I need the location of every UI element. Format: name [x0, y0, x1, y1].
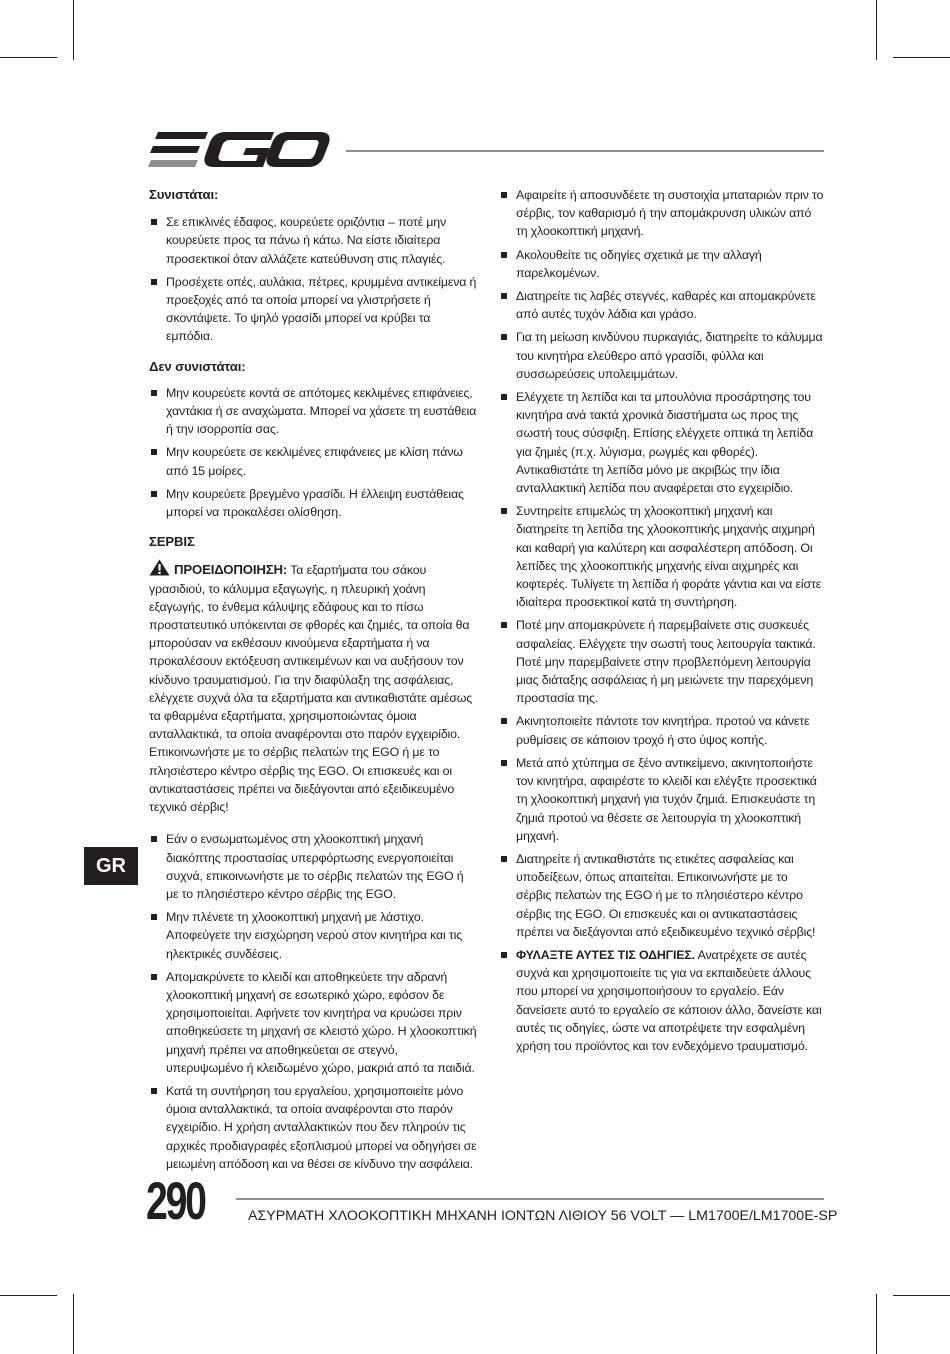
bullet-icon	[501, 394, 507, 400]
list-item	[499, 946, 825, 1055]
list-item: Ελέγχετε τη λεπίδα και τα μπουλόνια προσάρτησης του κινητήρα ανά τακτά χρονικά διαστήματα ως προς της σωστή τους σύσφιξη. Επίσης ελέγχετε οπτικά τη λεπίδα για ζημιές (π.χ. λύγισμα, ρωγμές και φθορές). Αντικαθιστάτε τη λεπίδα μόνο με ακριβώς την ίδια ανταλλακτική λεπίδα που αναφέρεται στο εγχειρίδιο.	[499, 388, 825, 497]
bullet-icon	[151, 974, 157, 980]
list-item: Ακινητοποιείτε πάντοτε τον κινητήρα. προτού να κάνετε ρυθμίσεις σε κάποιον τροχό ή στο ύψος κοπής.	[499, 712, 825, 748]
crop-mark	[876, 1294, 877, 1354]
list-item: Για τη μείωση κινδύνου πυρκαγιάς, διατηρείτε το κάλυμμα του κινητήρα ελεύθερο από γρασίδι, φύλλα και συσσωρεύσεις υπολειμμάτων.	[499, 328, 825, 383]
bullet-icon	[501, 192, 507, 198]
footer-title: ΑΣΥΡΜΑΤΗ ΧΛΟΟΚΟΠΤΙΚΗ ΜΗΧΑΝΗ ΙΟΝΤΩΝ ΛΙΘΙΟΥ 56 VOLT — LM1700E/LM1700E-SP	[248, 1208, 838, 1224]
crop-mark	[876, 0, 877, 60]
crop-mark	[893, 1295, 950, 1296]
recommended-heading: Συνιστάται:	[149, 187, 219, 202]
list-item: Ποτέ μην απομακρύνετε ή παρεμβαίνετε στις συσκευές ασφαλείας. Ελέγχετε την σωστή τους λειτουργία τακτικά. Ποτέ μην παρεμβαίνετε στην προβλεπόμενη λειτουργία μιας διάταξης ασφάλειας ή μη μειώνετε την παρεχόμενη προστασία της.	[499, 616, 825, 707]
bullet-icon	[501, 952, 507, 958]
list-item: Κατά τη συντήρηση του εργαλείου, χρησιμοποιείτε μόνο όμοια ανταλλακτικά, τα οποία αναφέρονται στο παρόν εγχειρίδιο. Η χρήση ανταλλακτικών που δεν πληρούν τις αρχικές προδιαγραφές εξοπλισμού μπορεί να οδηγήσει σε μειωμένη απόδοση και να θέσει σε κίνδυνο την ασφάλεια.	[149, 1082, 477, 1173]
recommended-list	[149, 213, 477, 345]
not-recommended-list	[149, 384, 477, 521]
save-instructions-lead: ΦΥΛΑΞΤΕ ΑΥΤΕΣ ΤΙΣ ΟΔΗΓΙΕΣ.	[516, 947, 695, 962]
bullet-icon	[151, 836, 157, 842]
header-rule	[346, 150, 824, 152]
crop-mark	[893, 57, 950, 58]
save-instructions-text: Ανατρέχετε σε αυτές συχνά και χρησιμοποιείτε τις για να εκπαιδεύετε άλλους που μπορεί να χρησιμοποιήσουν το εργαλείο. Εάν δανείσετε αυτό το εργαλείο σε κάποιον άλλο, δανείστε και αυτές τις οδηγίες, ώστε να αποτρέψετε την εσφαλμένη χρήση του προϊόντος και τον ενδεχόμενο τραυματισμό.	[516, 947, 822, 1053]
left-column	[149, 186, 477, 1185]
bullet-icon	[501, 252, 507, 258]
list-item: Μην πλένετε τη χλοοκοπτική μηχανή με λάστιχο. Αποφεύγετε την εισχώρηση νερού στον κινητήρα και τις ηλεκτρικές συνδέσεις.	[149, 908, 477, 963]
page-number: 290	[146, 1172, 205, 1231]
warning-paragraph	[149, 559, 477, 816]
bullet-icon	[501, 622, 507, 628]
maintenance-list	[499, 186, 825, 1055]
right-column	[499, 186, 825, 1067]
bullet-icon	[151, 219, 157, 225]
list-item: Διατηρείτε τις λαβές στεγνές, καθαρές και απομακρύνετε από αυτές τυχόν λάδια και γράσο.	[499, 287, 825, 323]
not-recommended-heading: Δεν συνιστάται:	[149, 358, 246, 374]
list-item: Ακολουθείτε τις οδηγίες σχετικά με την αλλαγή παρελκομένων.	[499, 246, 825, 282]
list-item: Απομακρύνετε το κλειδί και αποθηκεύετε την αδρανή χλοοκοπτική μηχανή σε εσωτερικό χώρο, εφόσον δε χρησιμοποιείται. Αφήνετε τον κινητήρα να κρυώσει πριν αποθηκεύσετε τη μηχανή σε κλειστό χώρο. Η χλοοκοπτική μηχανή πρέπει να αποθηκεύεται σε στεγνό, υπερυψωμένο ή κλειδωμένο χώρο, μακριά από τα παιδιά.	[149, 968, 477, 1077]
bullet-icon	[151, 449, 157, 455]
list-item: Μην κουρεύετε σε κεκλιμένες επιφάνειες με κλίση πάνω από 15 μοίρες.	[149, 443, 477, 479]
bullet-icon	[501, 718, 507, 724]
bullet-icon	[501, 856, 507, 862]
warning-text: Τα εξαρτήματα του σάκου γρασιδιού, το κάλυμμα εξαγωγής, η πλευρική χοάνη εξαγωγής, το ένθεμα κάλυψης εδάφους και το πίσω προστατευτικό υπόκεινται σε φθορές και ζημιές, τα οποία θα μπορούσαν να εκθέσουν κινούμενα εξαρτήματα ή να προκαλέσουν εκτόξευση αντικειμένων και να αυξήσουν τον κίνδυνο τραυματισμού. Για την διαφύλαξη της ασφάλειας, ελέγχετε συχνά όλα τα εξαρτήματα και αντικαθιστάτε αμέσως τα φθαρμένα εξαρτήματα, χρησιμοποιώντας όμοια ανταλλακτικά, τα οποία αναφέρονται στο παρόν εγχειρίδιο. Επικοινωνήστε με το σέρβις πελατών της EGO ή με το πλησιέστερο κέντρο σέρβις της EGO. Οι επισκευές και οι αντικαταστάσεις πρέπει να διεξάγονται από εξειδικευμένο τεχνικό σέρβις!	[149, 563, 473, 815]
list-item: Συντηρείτε επιμελώς τη χλοοκοπτική μηχανή και διατηρείτε τη λεπίδα της χλοοκοπτικής μηχανής αιχμηρή και καθαρή για καλύτερη και ασφαλέστερη απόδοση. Οι λεπίδες της χλοοκοπτικής μηχανής είναι αιχμηρές και κοφτερές. Τυλίγετε τη λεπίδα ή φοράτε γάντια και να είστε ιδιαίτερα προσεκτικοί κατά τη συντήρηση.	[499, 502, 825, 611]
list-item: Μην κουρεύετε κοντά σε απότομες κεκλιμένες επιφάνειες, χαντάκια ή σε αναχώματα. Μπορεί να χάσετε τη ευστάθεια ή την ισορροπία σας.	[149, 384, 477, 439]
crop-mark	[73, 1294, 74, 1354]
bullet-icon	[151, 914, 157, 920]
list-item: Μην κουρεύετε βρεγμένο γρασίδι. Η έλλειψη ευστάθειας μπορεί να προκαλέσει ολίσθηση.	[149, 485, 477, 521]
list-item: Διατηρείτε ή αντικαθιστάτε τις ετικέτες ασφαλείας και υποδείξεων, όπως απαιτείται. Επικοινωνήστε με το σέρβις πελατών της EGO ή με το πλησιέστερο κέντρο σέρβις της EGO. Οι επισκευές και οι αντικαταστάσεις πρέπει να διεξάγονται από εξειδικευμένο τεχνικό σέρβις!	[499, 850, 825, 941]
bullet-icon	[501, 293, 507, 299]
bullet-icon	[501, 508, 507, 514]
bullet-icon	[151, 279, 157, 285]
crop-mark	[0, 1295, 57, 1296]
bullet-icon	[151, 1088, 157, 1094]
list-item: Προσέχετε οπές, αυλάκια, πέτρες, κρυμμένα αντικείμενα ή προεξοχές από τα οποία μπορεί να γλιστρήσετε ή σκοντάψετε. Το ψηλό γρασίδι μπορεί να κρύβει τα εμπόδια.	[149, 273, 477, 346]
crop-mark	[73, 0, 74, 60]
bullet-icon	[151, 390, 157, 396]
bullet-icon	[151, 491, 157, 497]
language-tab: GR	[84, 847, 138, 885]
list-item: Σε επικλινές έδαφος, κουρεύετε οριζόντια – ποτέ μην κουρεύετε προς τα πάνω ή κάτω. Να είστε ιδιαίτερα προσεκτικοί όταν αλλάζετε κατεύθυνση στις πλαγιές.	[149, 213, 477, 268]
service-list	[149, 830, 477, 1173]
footer-rule	[236, 1198, 824, 1200]
ego-logo	[148, 128, 332, 172]
service-heading: ΣΕΡΒΙΣ	[149, 534, 195, 550]
list-item: Αφαιρείτε ή αποσυνδέετε τη συστοιχία μπαταριών πριν το σέρβις, τον καθαρισμό ή την απομάκρυνση υλικών από τη χλοοκοπτική μηχανή.	[499, 186, 825, 241]
bullet-icon	[501, 760, 507, 766]
warning-label: ΠΡΟΕΙΔΟΠΟΙΗΣΗ:	[174, 562, 288, 578]
list-item: Μετά από χτύπημα σε ξένο αντικείμενο, ακινητοποιήστε τον κινητήρα, αφαιρέστε το κλειδί και ελέγξτε προσεκτικά τη χλοοκοπτική μηχανή για τυχόν ζημιά. Επισκευάστε τη ζημιά προτού να θέσετε σε λειτουργία τη χλοοκοπτική μηχανή.	[499, 754, 825, 845]
bullet-icon	[501, 334, 507, 340]
list-item: Εάν ο ενσωματωμένος στη χλοοκοπτική μηχανή διακόπτης προστασίας υπερφόρτωσης ενεργοποιείται συχνά, επικοινωνήστε με το σέρβις πελατών της EGO ή με το πλησιέστερο κέντρο σέρβις της EGO.	[149, 830, 477, 903]
warning-triangle-icon	[149, 559, 170, 576]
crop-mark	[0, 57, 57, 58]
